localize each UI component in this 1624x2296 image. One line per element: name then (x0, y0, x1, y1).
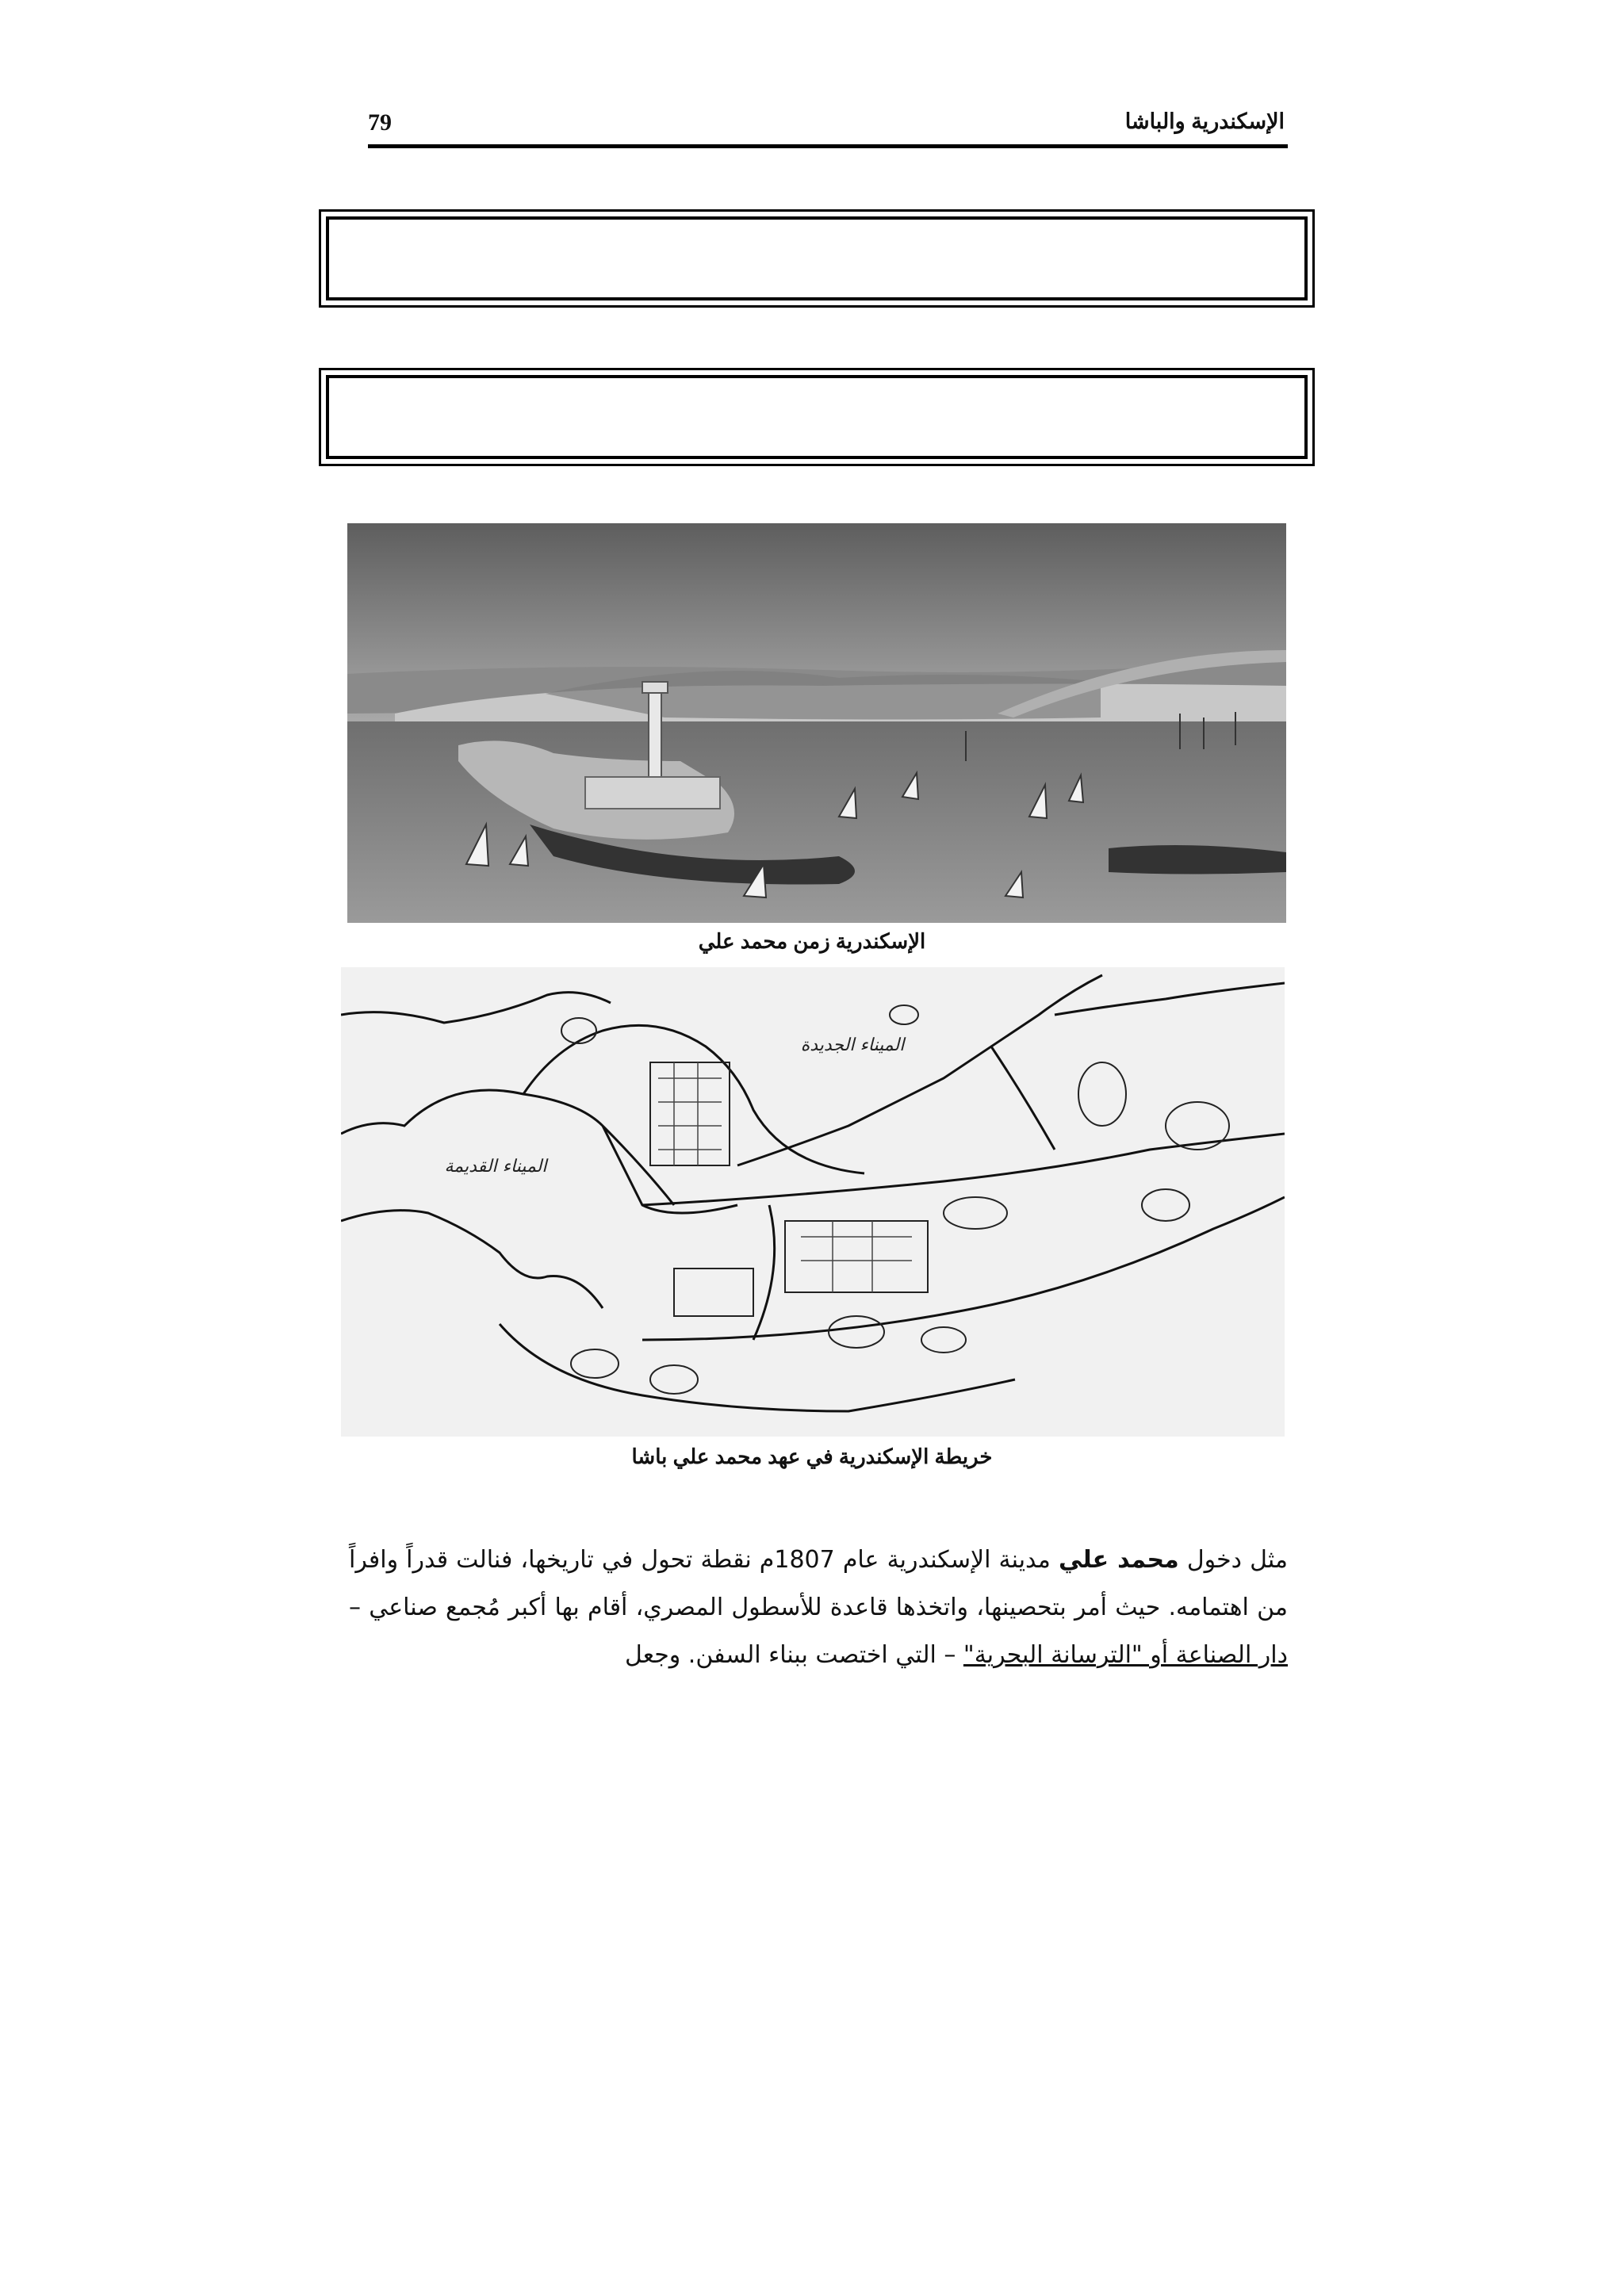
body-text-start: مثل دخول (1178, 1546, 1288, 1574)
empty-frame-box-1 (319, 209, 1315, 308)
page-number: 79 (368, 109, 392, 136)
alexandria-engraving-image (347, 523, 1286, 923)
empty-frame-box-2 (319, 368, 1315, 466)
body-text-end: – التي اختصت ببناء السفن. وجعل (625, 1641, 963, 1669)
map-label-new-harbor: الميناء الجديدة (800, 1035, 905, 1055)
body-paragraph (349, 1536, 1288, 1679)
map-caption: خريطة الإسكندرية في عهد محمد علي باشا (631, 1445, 993, 1468)
photo-caption: الإسكندرية زمن محمد علي (698, 929, 926, 953)
body-text-middle: مدينة الإسكندرية عام 1807م نقطة تحول في تاريخها، فنالت قدراً وافراً من اهتمامه. حيث أمر بتحصينها، واتخذها قاعدة للأسطول المصري، أقام بها أكبر مُجمع صناعي – (349, 1546, 1288, 1621)
header-rule (368, 144, 1288, 148)
alexandria-map-image (341, 967, 1285, 1437)
map-label-old-harbor: الميناء القديمة (444, 1157, 547, 1177)
running-title: الإسكندرية والباشا (1124, 109, 1285, 133)
body-underlined-term: دار الصناعة أو "الترسانة البحرية" (963, 1641, 1288, 1669)
body-bold-name: محمد علي (1058, 1546, 1179, 1574)
